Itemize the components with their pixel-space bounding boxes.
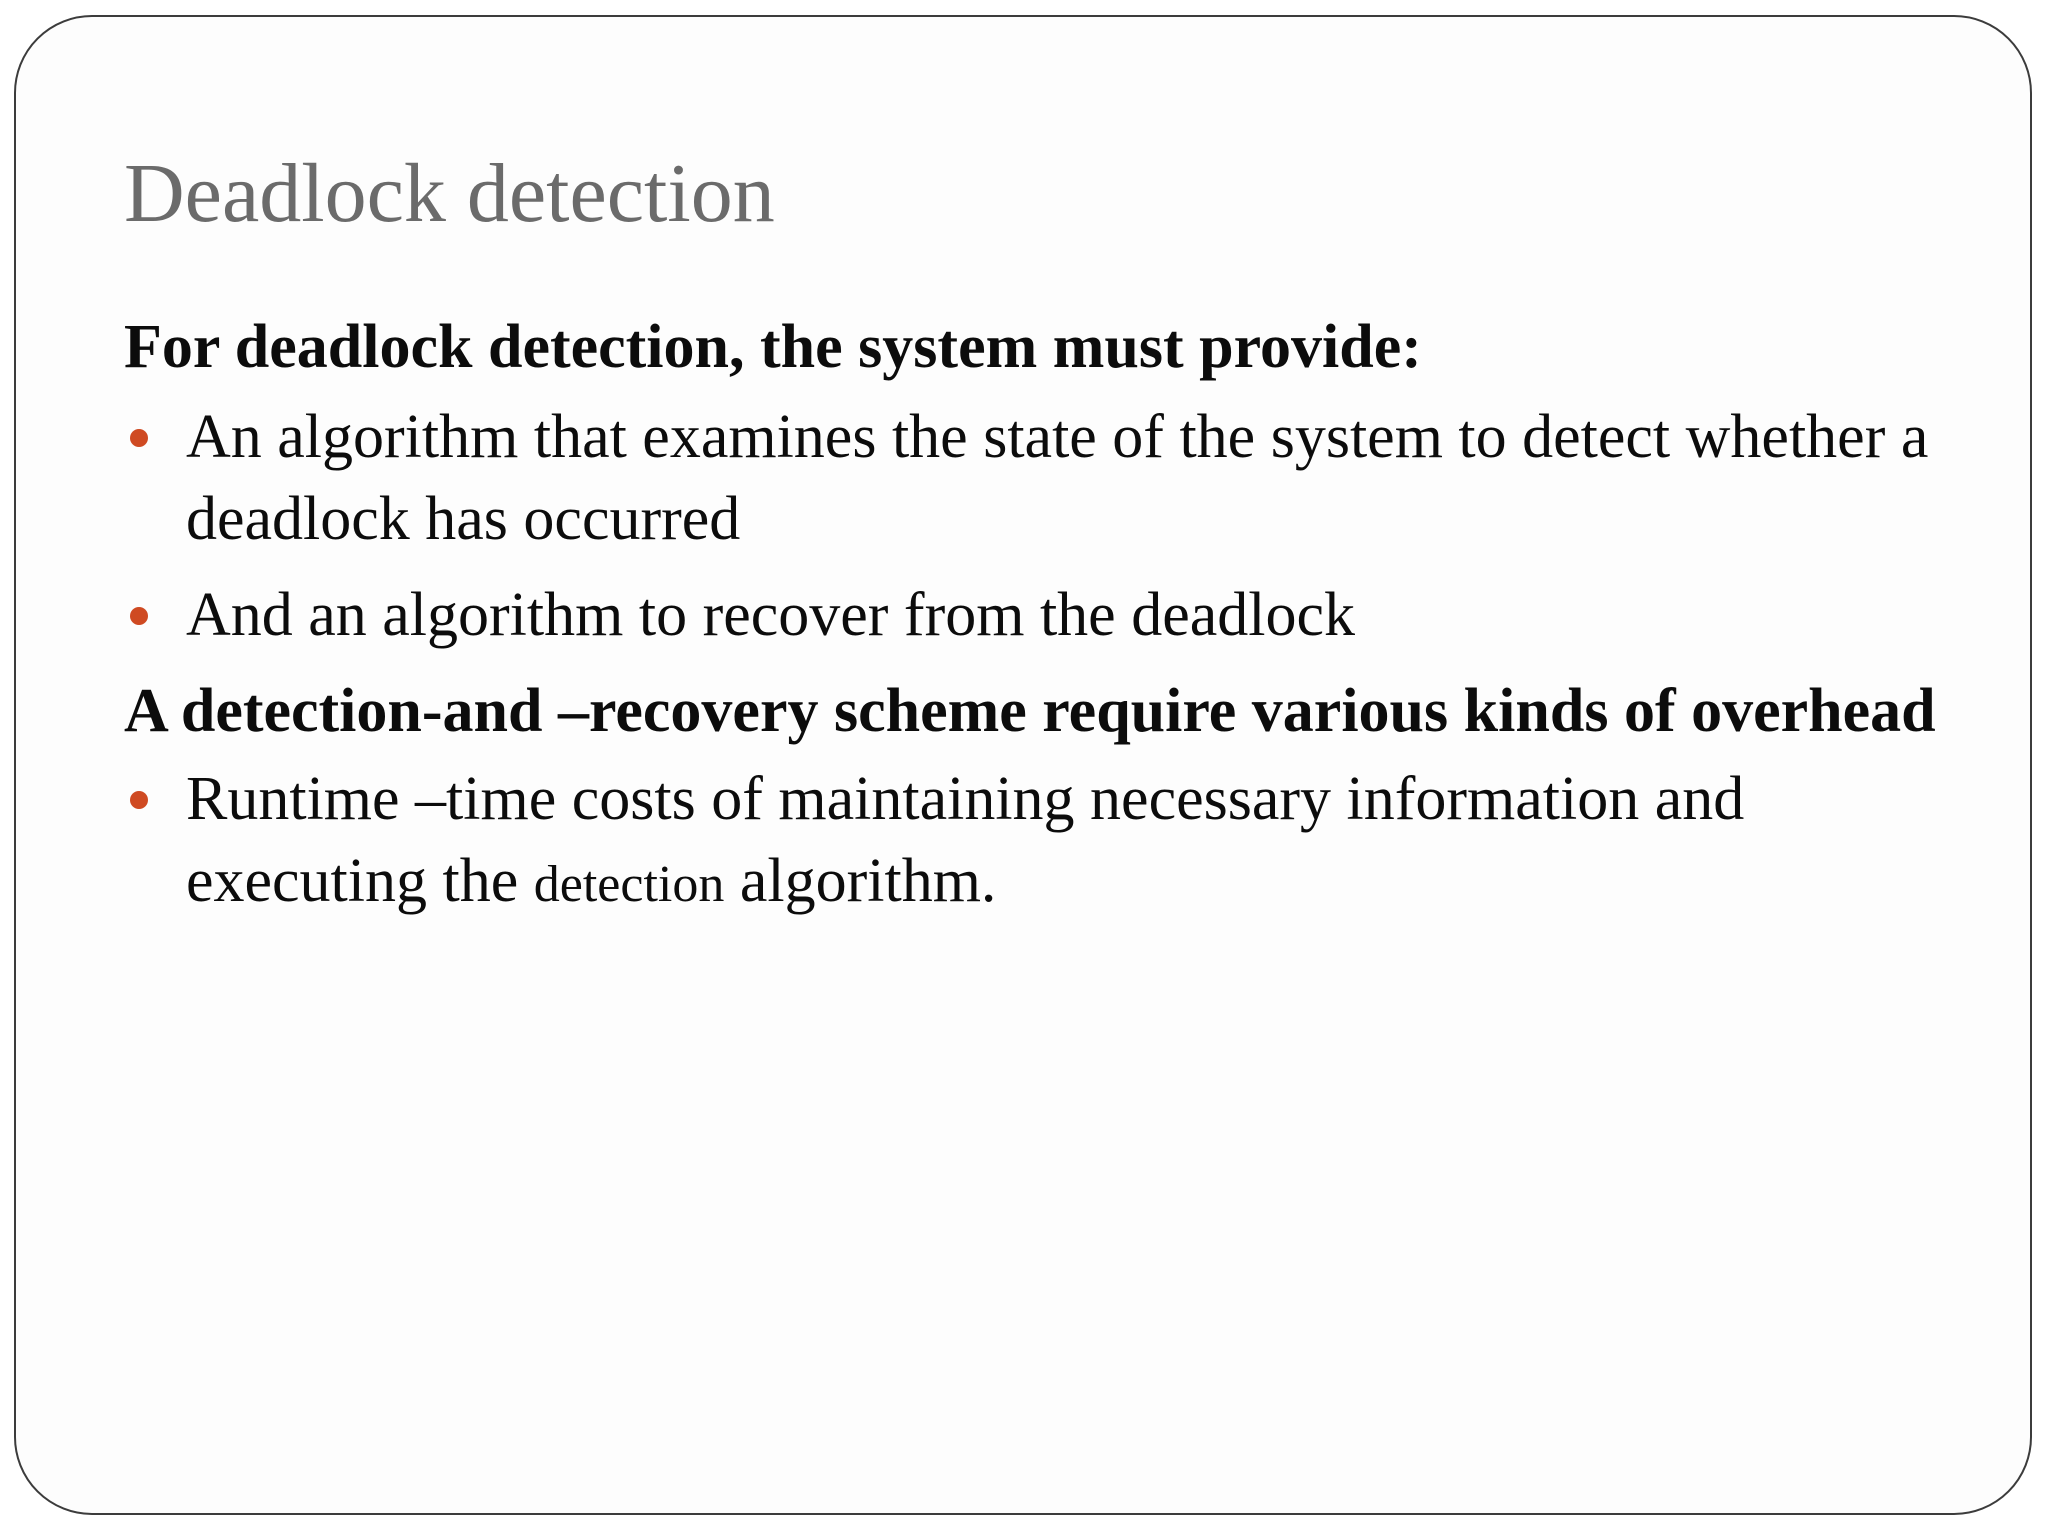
slide-title: Deadlock detection [124,147,775,240]
list-item-text-part: Runtime –time costs of maintaining necessary information and executing the [186,765,1745,915]
overhead-list [124,758,1974,926]
bullet-dot-icon [130,429,148,447]
bullet-dot-icon [130,607,148,625]
list-item-text [186,765,1744,915]
list-item-text-part: algorithm. [724,847,997,915]
list-item-text-small: detection [533,856,725,913]
slide-body [124,306,1974,940]
section-heading-requirements: For deadlock detection, the system must provide: [124,313,1422,381]
list-item [124,758,1974,926]
list-item [124,574,1974,656]
list-item-text: And an algorithm to recover from the deadlock [186,581,1355,649]
list-item-text: An algorithm that examines the state of the system to detect whether a deadlock has occurred [186,403,1929,553]
bullet-dot-icon [130,791,148,809]
list-item [124,396,1974,560]
requirements-list [124,396,1974,656]
section-heading-overhead: A detection-and –recovery scheme require various kinds of overhead [124,677,1936,745]
